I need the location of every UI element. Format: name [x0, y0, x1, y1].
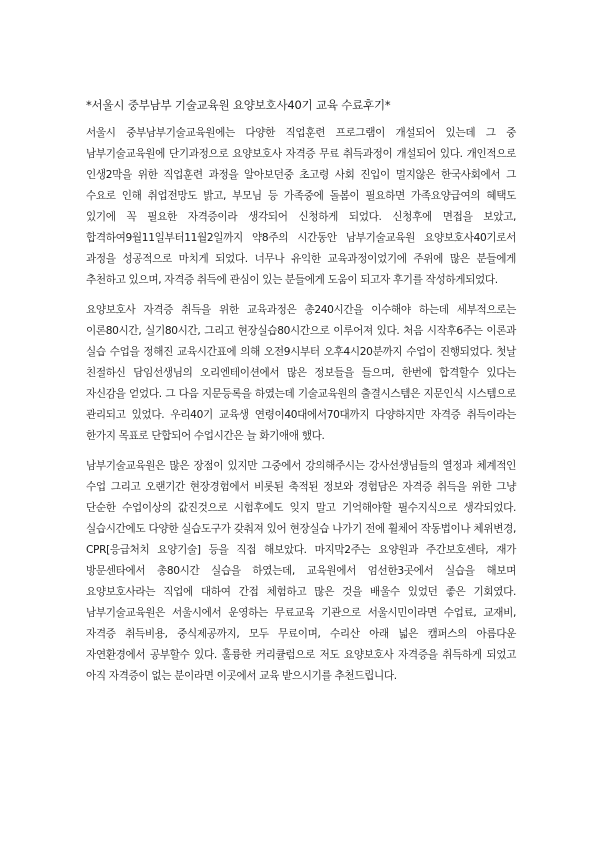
paragraph-curriculum: 요양보호사 자격증 취득을 위한 교육과정은 총240시간을 이수해야 하는데 세부적으로는 이론80시간, 실기80시간, 그리고 현장실습80시간으로 이루어져 있다. 처음 시작후6주는 이론과 실습 수업을 정해진 교육시간표에 의해 오전9시부터 오후4시20분까지 수업이 진행되었다. 첫날 친절하신 담임선생님의 오리엔테이션에서 많은 정보들을 들으며, 한번에 합격할수 있다는 자신감을 얻었다. 그 다음 지문등록을 하였는데 기술교육원의 출결시스템은 지문인식 시스템으로 관리되고 있었다. 우리40기 교육생 연령이40대에서70대까지 다양하지만 자격증 취득이라는 한가지 목표로 단합되어 수업시간은 늘 화기애애 했다.: [86, 304, 516, 442]
paragraph-recommendation: 남부기술교육원은 많은 장점이 있지만 그중에서 강의해주시는 강사선생님들의 열정과 체계적인 수업 그리고 오랜기간 현장경험에서 비롯된 축적된 정보와 경험담은 자격증 취득을 위한 그냥 단순한 수업이상의 값진것으로 시험후에도 잊지 말고 기억해야할 필수지식으로 생각되었다. 실습시간에도 다양한 실습도구가 갖춰져 있어 현장실습 나가기 전에 휠체어 작동법이나 체위변경, CPR[응급처치 요양기술] 등을 직접 해보았다. 마지막2주는 요양원과 주간보호센타, 재가 방문센타에서 총80시간 실습을 하였는데, 교육원에서 엄선한3곳에서 실습을 해보며 요양보호사라는 직업에 대하여 간접 체험하고 많은 것을 배울수 있었던 좋은 기회였다. 남부기술교육원은 서울시에서 운영하는 무료교육 기관으로 서울시민이라면 수업료, 교재비, 자격증 취득비용, 중식제공까지, 모두 무료이며, 수리산 아래 넓은 캠퍼스의 아름다운 자연환경에서 공부할수 있다. 훌륭한 커리큘럼으로 저도 요양보호사 자격증을 취득하게 되었고 아직 자격증이 없는 분이라면 이곳에서 교육 받으시기를 추천드립니다.: [86, 460, 516, 682]
paragraph-intro: 서울시 중부남부기술교육원에는 다양한 직업훈련 프로그램이 개설되어 있는데 그 중 남부기술교육원에 단기과정으로 요양보호사 자격증 무료 취득과정이 개설되어 있다. 개인적으로 인생2막을 위한 직업훈련 과정을 알아보던중 초고령 사회 진입이 멀지않은 한국사회에서 그 수요로 인해 취업전망도 밝고, 부모님 등 가족중에 돌봄이 필요하면 가족요양급여의 혜택도 있기에 꼭 필요한 자격증이라 생각되어 신청하게 되었다. 신청후에 면접을 보았고, 합격하여9월11일부터11월2일까지 약8주의 시간동안 남부기술교육원 요양보호사40기로서 과정을 성공적으로 마치게 되었다. 너무나 유익한 교육과정이었기에 주위에 많은 분들에게 추천하고 있으며, 자격증 취득에 관심이 있는 분들에게 도움이 되고자 후기를 작성하게되었다.: [86, 127, 516, 286]
document-page: [86, 97, 516, 696]
document-title: *서울시 중부남부 기술교육원 요양보호사40기 교육 수료후기*: [86, 98, 391, 112]
